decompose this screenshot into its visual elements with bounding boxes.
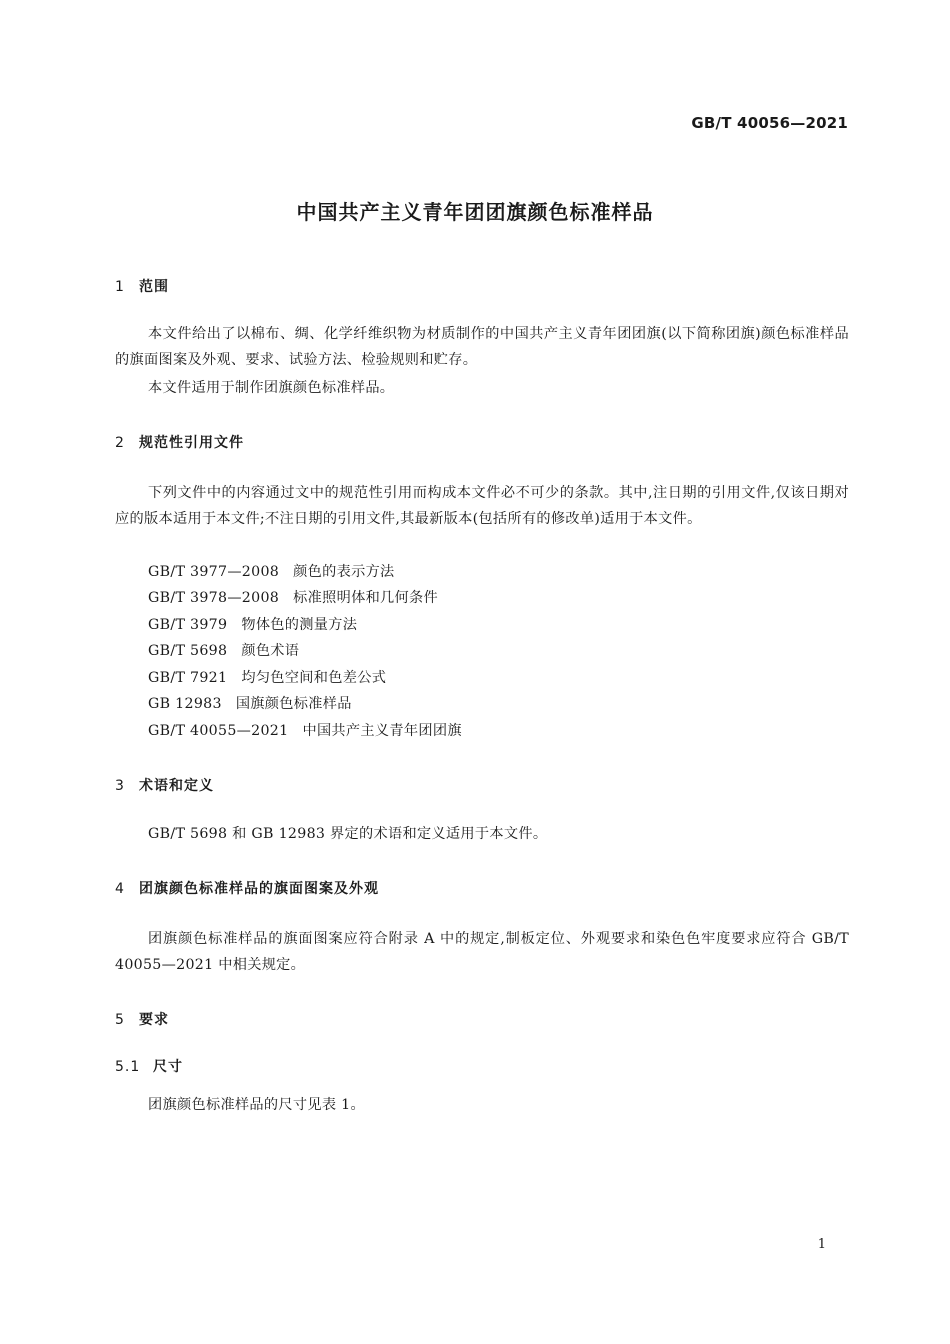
reference-name: 中国共产主义青年团团旗 — [302, 723, 462, 739]
reference-item — [148, 691, 352, 717]
section-5-1-title: 尺寸 — [153, 1059, 183, 1075]
section-4-heading — [115, 878, 379, 898]
reference-code: GB/T 3979 — [148, 617, 228, 633]
reference-item — [148, 612, 357, 638]
section-4-title: 团旗颜色标准样品的旗面图案及外观 — [139, 881, 379, 897]
section-2-number: 2 — [115, 435, 125, 451]
section-4-number: 4 — [115, 881, 125, 897]
reference-item — [148, 718, 462, 744]
standard-number: GB/T 40056—2021 — [691, 114, 848, 132]
section-5-number: 5 — [115, 1012, 125, 1028]
section-3-paragraph-1: GB/T 5698 和 GB 12983 界定的术语和定义适用于本文件。 — [148, 826, 548, 842]
section-2-paragraph-1: 下列文件中的内容通过文中的规范性引用而构成本文件必不可少的条款。其中,注日期的引用文件,仅该日期对应的版本适用于本文件;不注日期的引用文件,其最新版本(包括所有的修改单)适用于本文件。 — [115, 485, 849, 527]
section-5-1-heading — [115, 1056, 183, 1076]
section-1-paragraph-1: 本文件给出了以棉布、绸、化学纤维织物为材质制作的中国共产主义青年团团旗(以下简称团旗)颜色标准样品的旗面图案及外观、要求、试验方法、检验规则和贮存。 — [115, 326, 849, 368]
section-5-heading — [115, 1009, 169, 1029]
section-3-number: 3 — [115, 778, 125, 794]
reference-item — [148, 585, 438, 611]
document-title: 中国共产主义青年团团旗颜色标准样品 — [296, 200, 654, 224]
reference-name: 颜色术语 — [241, 643, 300, 659]
reference-name: 国旗颜色标准样品 — [235, 696, 352, 712]
reference-code: GB/T 3978—2008 — [148, 590, 280, 606]
reference-code: GB/T 5698 — [148, 643, 228, 659]
page-number: 1 — [817, 1237, 826, 1252]
section-3-heading — [115, 775, 214, 795]
section-2-title: 规范性引用文件 — [139, 435, 244, 451]
reference-name: 标准照明体和几何条件 — [293, 590, 439, 606]
section-3-title: 术语和定义 — [139, 778, 214, 794]
section-5-title: 要求 — [139, 1012, 169, 1028]
reference-code: GB/T 7921 — [148, 670, 228, 686]
section-5-1-paragraph-1: 团旗颜色标准样品的尺寸见表 1。 — [148, 1097, 365, 1113]
reference-name: 均匀色空间和色差公式 — [241, 670, 387, 686]
reference-code: GB/T 40055—2021 — [148, 723, 289, 739]
section-4-paragraph-1: 团旗颜色标准样品的旗面图案应符合附录 A 中的规定,制板定位、外观要求和染色色牢度要求应符合 GB/T 40055—2021 中相关规定。 — [115, 931, 849, 973]
reference-name: 物体色的测量方法 — [241, 617, 358, 633]
section-1-paragraph-2: 本文件适用于制作团旗颜色标准样品。 — [148, 380, 395, 396]
reference-code: GB/T 3977—2008 — [148, 564, 280, 580]
section-1-heading — [115, 276, 169, 296]
reference-name: 颜色的表示方法 — [293, 564, 395, 580]
section-1-title: 范围 — [139, 279, 169, 295]
section-5-1-number: 5.1 — [115, 1059, 141, 1075]
reference-item — [148, 638, 299, 664]
reference-item — [148, 665, 386, 691]
section-1-number: 1 — [115, 279, 125, 295]
reference-item — [148, 559, 395, 585]
section-2-heading — [115, 432, 244, 452]
reference-code: GB 12983 — [148, 696, 222, 712]
